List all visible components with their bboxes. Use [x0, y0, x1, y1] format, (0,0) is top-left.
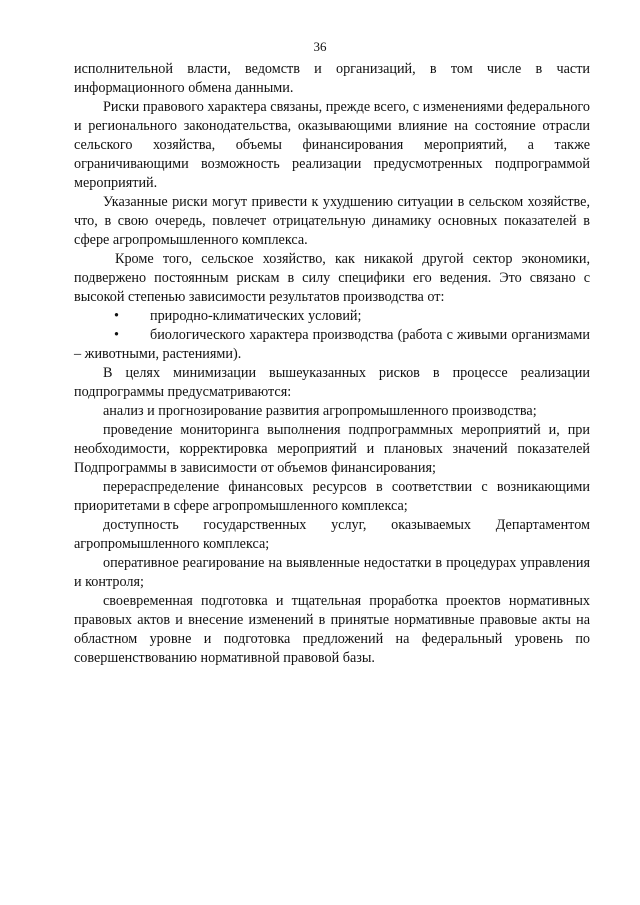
document-body: [74, 60, 590, 668]
bullet-icon: •: [114, 327, 119, 343]
bullet-text: природно-климатических условий;: [150, 308, 362, 324]
paragraph-agriculture-risks: Кроме того, сельское хозяйство, как никакой другой сектор экономики, подвержено постоянным рискам в силу специфики его ведения. Это связано с высокой степенью зависимости результатов производства от:: [74, 251, 590, 305]
paragraph-measures-intro: В целях минимизации вышеуказанных рисков в процессе реализации подпрограммы предусматриваются:: [74, 365, 590, 400]
measure-item: доступность государственных услуг, оказываемых Департаментом агропромышленного комплекса;: [74, 517, 590, 552]
page-number: 36: [313, 39, 327, 54]
paragraph-continuation: исполнительной власти, ведомств и организаций, в том числе в части информационного обмена данными.: [74, 61, 590, 96]
measure-item: оперативное реагирование на выявленные недостатки в процедурах управления и контроля;: [74, 555, 590, 590]
paragraph-risk-consequences: Указанные риски могут привести к ухудшению ситуации в сельском хозяйстве, что, в свою очередь, повлечет отрицательную динамику основных показателей в сфере агропромышленного комплекса.: [74, 194, 590, 248]
bullet-item: [74, 326, 590, 364]
bullet-text: биологического характера производства (работа с живыми организмами – животными, растениями).: [74, 327, 590, 362]
measure-item: проведение мониторинга выполнения подпрограммных мероприятий и, при необходимости, корректировка мероприятий и плановых значений показателей Подпрограммы в зависимости от объемов финансирования;: [74, 422, 590, 476]
measure-item: перераспределение финансовых ресурсов в соответствии с возникающими приоритетами в сфере агропромышленного комплекса;: [74, 479, 590, 514]
measure-item: анализ и прогнозирование развития агропромышленного производства;: [103, 403, 537, 419]
measure-item: своевременная подготовка и тщательная проработка проектов нормативных правовых актов и внесение изменений в принятые нормативные правовые акты на областном уровне и подготовка предложений на федеральный уровень по совершенствованию нормативной правовой базы.: [74, 593, 590, 666]
bullet-icon: •: [114, 308, 119, 324]
bullet-item: [74, 307, 590, 326]
paragraph-legal-risks: Риски правового характера связаны, прежде всего, с изменениями федерального и регионального законодательства, оказывающими влияние на состояние отрасли сельского хозяйства, объемы финансирования мероприятий, а также ограничивающими возможность реализации предусмотренных подпрограммой мероприятий.: [74, 99, 590, 191]
